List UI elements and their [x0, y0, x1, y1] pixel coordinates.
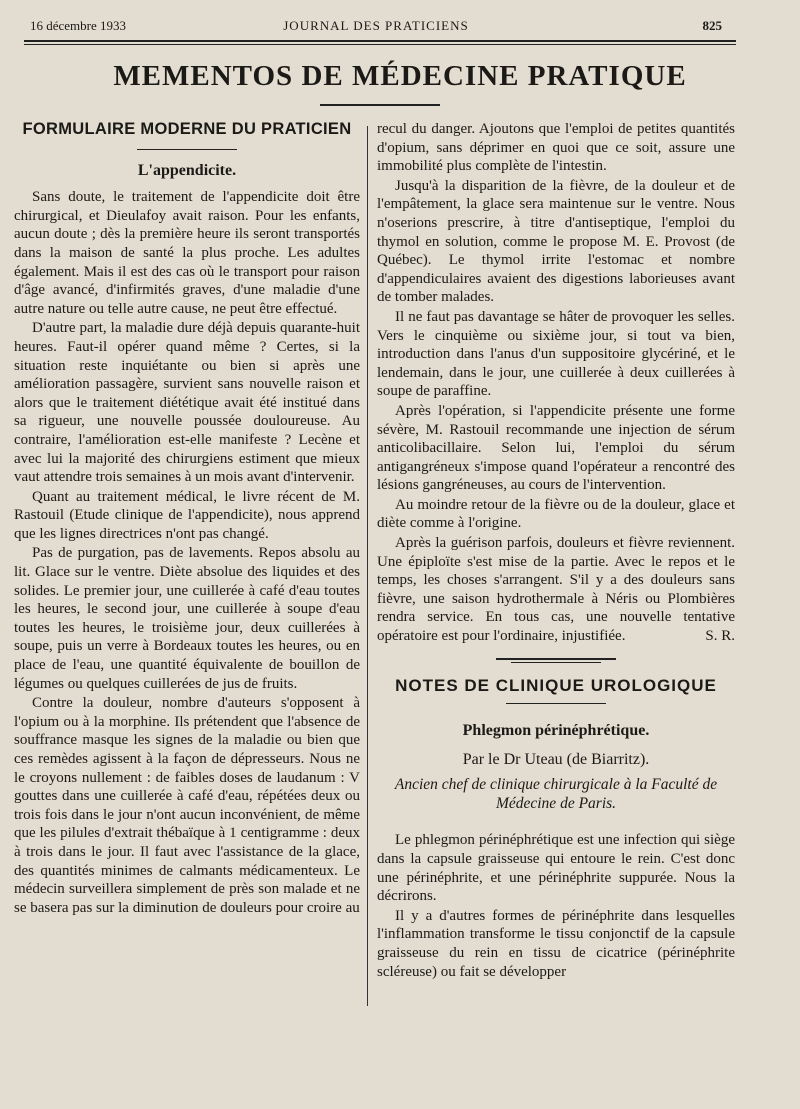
section-rule: [137, 149, 237, 150]
journal-name: JOURNAL DES PRATICIENS: [283, 18, 469, 33]
article-title-phlegmon: Phlegmon périnéphrétique.: [462, 722, 650, 740]
paragraph: Après l'opération, si l'appendicite présente une forme sévère, M. Rastouil recommande une injection de sérum anticolibacillaire. Selon lui, l'emploi du sérum antigangréneux s'impose quand l'opérateur a rencontré des lésions gangréneuses, au cours de l'intervention.: [377, 402, 735, 494]
section-rule: [506, 703, 606, 704]
column-separator: [367, 126, 368, 1006]
article-title-appendicite: L'appendicite.: [137, 161, 237, 179]
page-number: 825: [702, 18, 722, 33]
paragraph: Sans doute, le traitement de l'appendicite doit être chirurgical, et Dieulafoy avait raison. Pour les enfants, aucun doute ; dès la première heure ils seront transportés dans la maison de santé la plus proche. Les adultes également. Mais il est des cas où le transport pour raison d'âge avancé, d'infirmités graves, d'une maladie d'une autre nature ou telle autre cause, ne peut être effectué.: [14, 189, 360, 317]
section-title-urologie: NOTES DE CLINIQUE UROLOGIQUE: [395, 675, 717, 695]
title-rule: [320, 104, 440, 106]
paragraph: D'autre part, la maladie dure déjà depuis quarante-huit heures. Faut-il opérer quand même ? Certes, si la situation reste inquiétante ou bien si après une amélioration passagère, survient sans nouvelle raison et alors que le traitement diététique avait été institué dans sa rigueur, une nouvelle poussée douloureuse. Au contraire, l'amélioration est-elle manifeste ? Lecène et avec lui la majorité des chirurgiens estiment que mieux vaut attendre trois semaines à un mois avant d'intervenir.: [14, 320, 360, 486]
paragraph: Pas de purgation, pas de lavements. Repos absolu au lit. Glace sur le ventre. Diète absolue des liquides et des solides. Le premier jour, une cuillerée à café d'eau toutes les heures, le second jour, une cuillerée à soupe d'eau toutes les heures, le troisième jour, deux cuillerées à soupe, puis un verre à Bordeaux toutes les heures, ou en place de l'eau, une quantité équivalente de bouillon de légumes ou quelques cuillerées de jus de fruits.: [14, 545, 360, 692]
paragraph: [377, 534, 735, 646]
paragraph: recul du danger. Ajoutons que l'emploi de petites quantités d'opium, sans déprimer en quoi que ce soit, assure une immobilité plus complète de l'intestin.: [377, 121, 735, 175]
issue-date: 16 décembre 1933: [30, 18, 127, 33]
paragraph: Il ne faut pas davantage se hâter de provoquer les selles. Vers le cinquième ou sixième jour, si tout va bien, introduction dans l'anus d'un suppositoire glycériné, et le lendemain, dans le jour, une cuillerée à deux cuillerées à soupe de paraffine.: [377, 308, 735, 400]
paragraph: Quant au traitement médical, le livre récent de M. Rastouil (Etude clinique de l'appendicite), nous apprend que les lignes directrices n'ont pas changé.: [14, 488, 360, 542]
author-affiliation: Ancien chef de clinique chirurgicale à la Faculté de Médecine de Paris.: [394, 776, 718, 813]
paragraph: Jusqu'à la disparition de la fièvre, de la douleur et de l'empâtement, la glace sera maintenue sur le ventre. Nous n'oserions prescrire, à titre d'antiseptique, l'emploi du thymol en solution, comme le propose M. E. Provost (de Québec). Le thymol irrite l'estomac et nombre d'appendiculaires avaient des digestions laborieuses avant de tomber malades.: [377, 177, 735, 306]
section-title-formulaire: FORMULAIRE MODERNE DU PRATICIEN: [22, 120, 352, 138]
paragraph-text: Après la guérison parfois, douleurs et fièvre reviennent. Une épiploïte s'est mise de la partie. Avec le repos et le temps, les choses s'arrangent. S'il y a des douleurs sans fièvre, une saison hydrothermale à Néris ou Plombières rendra service. En tous cas, une nouvelle tentative opératoire est pour l'ordinaire, injustifiée.: [377, 535, 735, 645]
left-column: [14, 120, 360, 918]
author-signature: S. R.: [705, 628, 735, 645]
page-title: MEMENTOS DE MÉDECINE PRATIQUE: [113, 60, 687, 92]
section-ornament: [377, 658, 735, 663]
paragraph: Il y a d'autres formes de périnéphrite dans lesquelles l'inflammation transforme le tissu conjonctif de la capsule graisseuse du rein en tissu de cicatrice (périnéphrite scléreuse) ou fait se développer: [377, 907, 735, 980]
byline: Par le Dr Uteau (de Biarritz).: [462, 750, 650, 768]
paragraph: Contre la douleur, nombre d'auteurs s'opposent à l'opium ou à la morphine. Ils prétendent que l'absence de souffrance masque les signes de la maladie ou bien que ces remèdes agissent à la façon de dépresseurs. Nous ne le croyons nullement : de faibles doses de laudanum : V gouttes dans une cuillerée à café d'eau, répétées deux ou trois fois dans le jour n'ont aucun inconvénient, de même que les pilules d'extrait thébaïque à 1 centigramme : deux à trois dans le jour. Il faut avec l'assistance de la glace, des quantités minimes de calmants médicamenteux. Le médecin surveillera simplement de près son malade et ne se basera pas sur la diminution de douleurs pour croire au: [14, 695, 360, 916]
running-head: [30, 18, 722, 38]
paragraph: Le phlegmon périnéphrétique est une infection qui siège dans la capsule graisseuse qui entoure le rein. C'est donc une périnéphrite, et une périnéphrite suppurée. Nous la décrirons.: [377, 832, 735, 905]
header-rule: [24, 40, 736, 45]
paragraph: Au moindre retour de la fièvre ou de la douleur, glace et diète comme à l'origine.: [377, 496, 735, 532]
right-column: [377, 120, 735, 982]
